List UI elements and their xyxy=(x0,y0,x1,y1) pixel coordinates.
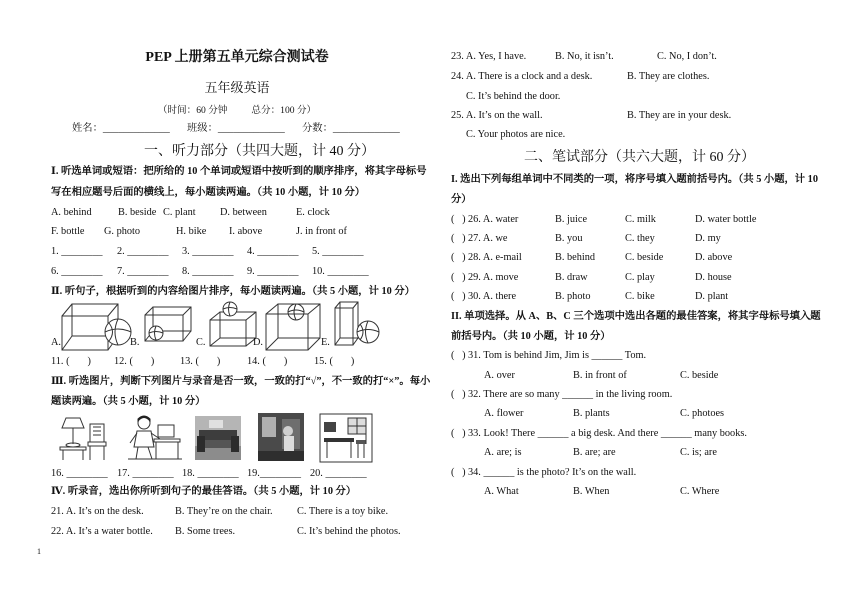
question-number: 34. xyxy=(468,467,481,478)
answer-blank-20[interactable]: 20. ________ xyxy=(310,468,367,479)
option-text: A. there xyxy=(482,291,517,302)
answer-blank-7[interactable]: 7. ________ xyxy=(117,266,169,277)
question-29-option-d[interactable]: D. house xyxy=(695,272,732,283)
written-part1-instruction-line1: I. 选出下列每组单词中不同类的一项，将序号填入题前括号内。（共 5 小题，计 10 xyxy=(451,174,818,185)
picture-e-ball-next-to-box xyxy=(333,300,383,348)
word-option-c: C. plant xyxy=(163,207,196,218)
listening-part1-instruction-line1: Ⅰ. 听选单词或短语：把所给的 10 个单词或短语中按听到的顺序排序，将其字母标号 xyxy=(51,166,427,177)
option-text: A. e-mail xyxy=(482,252,522,263)
question-27-option-b[interactable]: B. you xyxy=(555,233,583,244)
question-34-option-a[interactable]: A. What xyxy=(484,486,519,497)
answer-blank-18[interactable]: 18. ________ xyxy=(182,468,239,479)
picture-a-ball-beside-box xyxy=(60,302,134,354)
option-text: A. water xyxy=(482,214,519,225)
word-option-e: E. clock xyxy=(296,207,330,218)
question-text: Look! There ______ a big desk. And there ______ many books. xyxy=(483,428,747,439)
question-number: 31. xyxy=(468,350,481,361)
question-number: 24. xyxy=(451,71,464,82)
answer-blank-10[interactable]: 10. ________ xyxy=(312,266,369,277)
question-24-option-b[interactable]: B. They are clothes. xyxy=(627,71,710,82)
question-23-option-b[interactable]: B. No, it isn’t. xyxy=(555,51,614,62)
question-28-option-a[interactable] xyxy=(468,252,522,264)
question-text: ______ is the photo? It’s on the wall. xyxy=(483,467,637,478)
question-34-option-b[interactable]: B. When xyxy=(573,486,610,497)
answer-bracket-34[interactable]: ( ) xyxy=(451,467,466,478)
answer-bracket-13[interactable]: 13. ( ) xyxy=(180,356,221,367)
question-23-option-a[interactable] xyxy=(451,51,526,63)
word-option-g: G. photo xyxy=(104,226,141,237)
option-text: A. Yes, I have. xyxy=(465,51,527,62)
answer-blank-5[interactable]: 5. ________ xyxy=(312,246,364,257)
question-29-option-c[interactable]: C. play xyxy=(625,272,655,283)
question-text: Tom is behind Jim, Jim is ______ Tom. xyxy=(483,350,647,361)
question-21-option-a[interactable] xyxy=(51,506,144,518)
listening-part3-instruction-line1: Ⅲ. 听选图片，判断下列图片与录音是否一致，一致的打“√”，不一致的打“×”。每小 xyxy=(51,376,431,387)
picture-18-sofa-photo xyxy=(195,416,241,460)
question-25-option-c[interactable]: C. Your photos are nice. xyxy=(466,129,566,140)
answer-bracket-26[interactable]: ( ) xyxy=(451,214,466,225)
answer-bracket-31[interactable]: ( ) xyxy=(451,350,466,361)
answer-blank-2[interactable]: 2. ________ xyxy=(117,246,169,257)
answer-bracket-27[interactable]: ( ) xyxy=(451,233,466,244)
question-number: 28. xyxy=(468,252,481,263)
question-30-option-c[interactable]: C. bike xyxy=(625,291,655,302)
listening-part1-instruction-line2: 写在相应题号后面的横线上，每小题读两遍。（共 10 小题，计 10 分） xyxy=(51,187,366,198)
option-text: A. It’s on the wall. xyxy=(465,110,543,121)
question-22-option-b[interactable]: B. Some trees. xyxy=(175,526,236,537)
question-32-option-b[interactable]: B. plants xyxy=(573,408,610,419)
answer-blank-6[interactable]: 6. ________ xyxy=(51,266,103,277)
question-22-option-a[interactable] xyxy=(51,526,153,538)
question-27-option-c[interactable]: C. they xyxy=(625,233,655,244)
question-33-option-c[interactable]: C. is; are xyxy=(680,447,717,458)
answer-blank-19[interactable]: 19.________ xyxy=(247,468,302,479)
word-option-d: D. between xyxy=(220,207,267,218)
question-25-option-b[interactable]: B. They are in your desk. xyxy=(627,110,732,121)
option-text: A. move xyxy=(482,272,519,283)
question-number: 21. xyxy=(51,506,64,517)
question-31-option-a[interactable]: A. over xyxy=(484,370,515,381)
question-26-option-b[interactable]: B. juice xyxy=(555,214,588,225)
exam-title: PEP 上册第五单元综合测试卷 xyxy=(145,50,329,65)
written-part2-instruction-line2: 前括号内。（共 10 小题，计 10 分） xyxy=(451,331,611,342)
option-text: A. we xyxy=(482,233,508,244)
listening-section-heading: 一、听力部分（共四大题，计 40 分） xyxy=(144,144,375,159)
question-number: 32. xyxy=(468,389,481,400)
question-26-option-d[interactable]: D. water bottle xyxy=(695,214,757,225)
answer-bracket-29[interactable]: ( ) xyxy=(451,272,466,283)
picture-16-lamp-chair xyxy=(58,414,110,462)
listening-part3-instruction-line2: 题读两遍。（共 5 小题，计 10 分） xyxy=(51,396,206,407)
picture-20-room-desk xyxy=(320,414,372,462)
question-22-option-c[interactable]: C. It’s behind the photos. xyxy=(297,526,401,537)
answer-bracket-32[interactable]: ( ) xyxy=(451,389,466,400)
question-27-option-a[interactable] xyxy=(468,233,507,245)
picture-b-ball-in-box xyxy=(143,306,195,344)
answer-bracket-14[interactable]: 14. ( ) xyxy=(247,356,288,367)
question-26-option-c[interactable]: C. milk xyxy=(625,214,656,225)
question-23-option-c[interactable]: C. No, I don’t. xyxy=(657,51,717,62)
listening-part2-instruction: Ⅱ. 听句子，根据听到的内容给图片排序，每小题读两遍。（共 5 小题，计 10 分） xyxy=(51,286,415,297)
answer-blank-17[interactable]: 17. ________ xyxy=(117,468,174,479)
answer-bracket-28[interactable]: ( ) xyxy=(451,252,466,263)
question-number: 23. xyxy=(451,51,464,62)
picture-19-room-photo xyxy=(258,413,304,461)
listening-part4-instruction: Ⅳ. 听录音，选出你所听到句子的最佳答语。（共 5 小题，计 10 分） xyxy=(51,486,357,497)
option-text: A. It’s a water bottle. xyxy=(65,526,153,537)
word-option-i: I. above xyxy=(229,226,263,237)
page-number: 1 xyxy=(37,547,41,556)
word-option-f: F. bottle xyxy=(51,226,85,237)
question-27-option-d[interactable]: D. my xyxy=(695,233,721,244)
written-part1-instruction-line2: 分） xyxy=(451,194,472,205)
question-21-option-c[interactable]: C. There is a toy bike. xyxy=(297,506,389,517)
answer-bracket-30[interactable]: ( ) xyxy=(451,291,466,302)
answer-blank-4[interactable]: 4. ________ xyxy=(247,246,299,257)
answer-bracket-33[interactable]: ( ) xyxy=(451,428,466,439)
option-text: A. There is a clock and a desk. xyxy=(465,71,593,82)
picture-label-e: E. xyxy=(321,337,330,348)
question-33-option-b[interactable]: B. are; are xyxy=(573,447,616,458)
time-and-score-info: （时间：60 分钟 总分：100 分） xyxy=(157,105,317,116)
answer-blank-8[interactable]: 8. ________ xyxy=(182,266,234,277)
question-26-option-a[interactable] xyxy=(468,214,518,226)
written-section-heading: 二、笔试部分（共六大题，计 60 分） xyxy=(524,150,755,165)
question-31-stem xyxy=(468,350,646,362)
exam-subtitle: 五年级英语 xyxy=(204,80,270,95)
question-29-option-b[interactable]: B. draw xyxy=(555,272,588,283)
answer-blank-3[interactable]: 3. ________ xyxy=(182,246,234,257)
question-number: 22. xyxy=(51,526,64,537)
question-number: 33. xyxy=(468,428,481,439)
picture-label-d: D. xyxy=(253,337,264,348)
question-28-option-b[interactable]: B. behind xyxy=(555,252,596,263)
question-30-option-d[interactable]: D. plant xyxy=(695,291,729,302)
question-32-option-a[interactable]: A. flower xyxy=(484,408,524,419)
question-32-option-c[interactable]: C. photoes xyxy=(680,408,725,419)
option-text: A. It’s on the desk. xyxy=(65,506,144,517)
class-field[interactable]: 班级：_____________ xyxy=(187,123,285,134)
name-field[interactable]: 姓名：_____________ xyxy=(72,123,170,134)
question-number: 25. xyxy=(451,110,464,121)
word-option-a: A. behind xyxy=(51,207,92,218)
question-number: 29. xyxy=(468,272,481,283)
question-text: There are so many ______ in the living room. xyxy=(483,389,673,400)
question-28-option-c[interactable]: C. beside xyxy=(625,252,664,263)
written-part2-instruction-line1: II. 单项选择。从 A、B、C 三个选项中选出各题的最佳答案，将其字母标号填入题 xyxy=(451,311,821,322)
question-34-stem xyxy=(468,467,636,479)
answer-bracket-12[interactable]: 12. ( ) xyxy=(114,356,155,367)
question-34-option-c[interactable]: C. Where xyxy=(680,486,720,497)
word-option-h: H. bike xyxy=(176,226,207,237)
picture-label-c: C. xyxy=(196,337,206,348)
question-31-option-b[interactable]: B. in front of xyxy=(573,370,627,381)
answer-bracket-11[interactable]: 11. ( ) xyxy=(51,356,91,367)
picture-label-a: A. xyxy=(51,337,62,348)
question-number: 30. xyxy=(468,291,481,302)
word-option-j: J. in front of xyxy=(296,226,347,237)
question-31-option-c[interactable]: C. beside xyxy=(680,370,719,381)
question-29-option-a[interactable] xyxy=(468,272,518,284)
question-33-stem xyxy=(468,428,747,440)
answer-blank-9[interactable]: 9. ________ xyxy=(247,266,299,277)
question-32-stem xyxy=(468,389,672,401)
question-28-option-d[interactable]: D. above xyxy=(695,252,733,263)
question-24-option-a[interactable] xyxy=(451,71,592,83)
question-21-option-b[interactable]: B. They’re on the chair. xyxy=(175,506,273,517)
answer-blank-1[interactable]: 1. ________ xyxy=(51,246,103,257)
answer-bracket-15[interactable]: 15. ( ) xyxy=(314,356,355,367)
question-30-option-a[interactable] xyxy=(468,291,516,303)
question-25-option-a[interactable] xyxy=(451,110,543,122)
question-24-option-c[interactable]: C. It’s behind the door. xyxy=(466,91,561,102)
question-33-option-a[interactable]: A. are; is xyxy=(484,447,522,458)
question-30-option-b[interactable]: B. photo xyxy=(555,291,591,302)
picture-label-b: B. xyxy=(130,337,140,348)
picture-17-person-at-desk xyxy=(128,413,182,463)
question-number: 26. xyxy=(468,214,481,225)
picture-d-ball-in-box-top xyxy=(264,300,324,352)
score-field[interactable]: 分数：_____________ xyxy=(302,123,400,134)
answer-blank-16[interactable]: 16. ________ xyxy=(51,468,108,479)
question-number: 27. xyxy=(468,233,481,244)
word-option-b: B. beside xyxy=(118,207,157,218)
